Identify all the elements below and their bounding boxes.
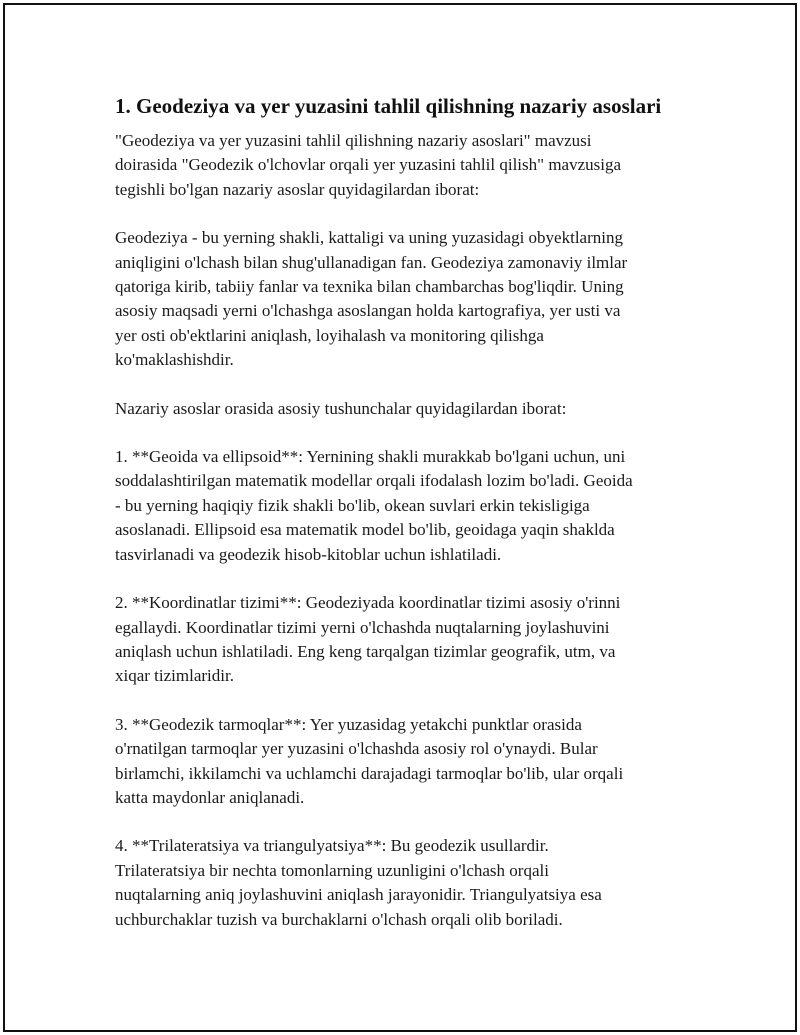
document-body bbox=[115, 92, 690, 956]
definition-paragraph: Geodeziya - bu yerning shakli, kattaligi va uning yuzasidagi obyektlarning aniqligini o'lchash bilan shug'ullanadigan fan. Geodeziya zamonaviy ilmlar qatoriga kirib, tabiiy fanlar va texnika bilan chambarchas bog'liqdir. Uning asosiy maqsadi yerni o'lchashga asoslangan holda kartografiya, yer usti va yer osti ob'ektlarini aniqlash, loyihalash va monitoring qilishga ko'maklashishdir. bbox=[115, 228, 628, 370]
page-title: 1. Geodeziya va yer yuzasini tahlil qilishning nazariy asoslari bbox=[115, 94, 662, 118]
concepts-lead-paragraph: Nazariy asoslar orasida asosiy tushunchalar quyidagilardan iborat: bbox=[115, 398, 567, 418]
list-item-geoid-ellipsoid: 1. **Geoida va ellipsoid**: Yernining shakli murakkab bo'lgani uchun, uni soddalashtirilgan matematik modellar orqali ifodalash lozim bo'ladi. Geoida - bu yerning haqiqiy fizik shakli bo'lib, okean suvlari erkin tekisligiga asoslanadi. Ellipsoid esa matematik model bo'lib, geoidaga yaqin shaklda tasvirlanadi va geodezik hisob-kitoblar uchun ishlatiladi. bbox=[115, 447, 633, 564]
list-item-coordinate-systems: 2. **Koordinatlar tizimi**: Geodeziyada koordinatlar tizimi asosiy o'rinni egallaydi. Koordinatlar tizimi yerni o'lchashda nuqtalarning joylashuvini aniqlash uchun ishlatiladi. Eng keng tarqalgan tizimlar geografik, utm, va xiqar tizimlaridir. bbox=[115, 593, 621, 686]
list-item-geodetic-networks: 3. **Geodezik tarmoqlar**: Yer yuzasidag yetakchi punktlar orasida o'rnatilgan tarmoqlar yer yuzasini o'lchashda asosiy rol o'ynaydi. Bular birlamchi, ikkilamchi va uchlamchi darajadagi tarmoqlar bo'lib, ular orqali katta maydonlar aniqlanadi. bbox=[115, 714, 624, 807]
list-item-trilateration-triangulation: 4. **Trilateratsiya va triangulyatsiya**: Bu geodezik usullardir. Trilateratsiya bir nechta tomonlarning uzunligini o'lchash orqali nuqtalarning aniq joylashuvini aniqlash jarayonidir. Triangulyatsiya esa uchburchaklar tuzish va burchaklarni o'lchash orqali olib boriladi. bbox=[115, 836, 602, 929]
intro-paragraph: "Geodeziya va yer yuzasini tahlil qilishning nazariy asoslari" mavzusi doirasida "Geodezik o'lchovlar orqali yer yuzasini tahlil qilish" mavzusiga tegishli bo'lgan nazariy asoslar quyidagilardan iborat: bbox=[115, 131, 622, 199]
